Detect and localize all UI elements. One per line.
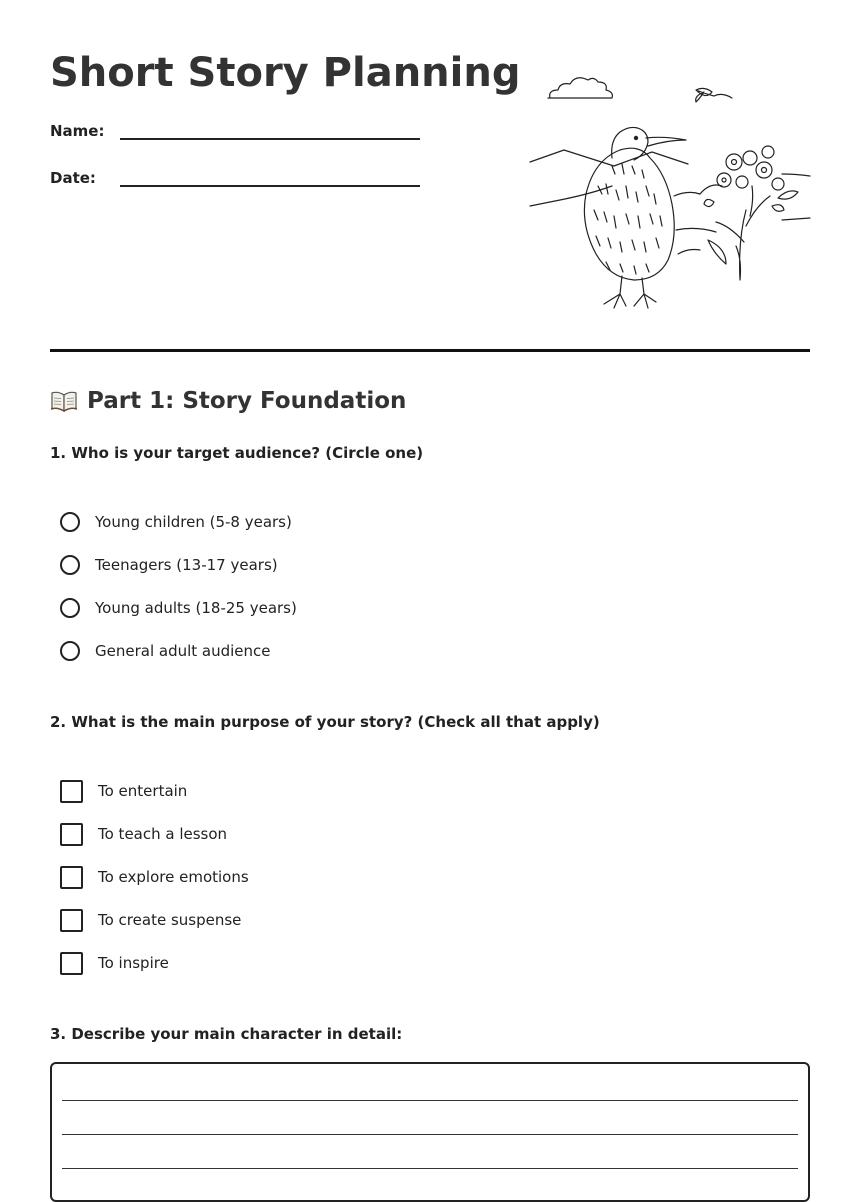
radio-circle[interactable] xyxy=(60,641,80,661)
kiwi-bird-illustration xyxy=(528,66,812,316)
option-label: Young adults (18-25 years) xyxy=(95,599,297,617)
header-divider xyxy=(50,349,810,352)
audience-option-teenagers[interactable] xyxy=(60,553,278,577)
option-label: To entertain xyxy=(98,782,188,800)
audience-option-general-adult[interactable] xyxy=(60,639,271,663)
name-label: Name: xyxy=(50,122,105,140)
option-label: To explore emotions xyxy=(98,868,249,886)
date-line[interactable] xyxy=(120,185,420,187)
purpose-option-entertain[interactable] xyxy=(60,779,187,803)
date-label: Date: xyxy=(50,169,96,187)
leaf-icon xyxy=(696,88,732,102)
shrub-icon xyxy=(716,186,770,280)
audience-option-young-adults[interactable] xyxy=(60,596,297,620)
checkbox[interactable] xyxy=(60,952,83,975)
cloud-icon xyxy=(548,78,612,98)
purpose-option-teach[interactable] xyxy=(60,822,227,846)
question-2: 2. What is the main purpose of your story? (Check all that apply) xyxy=(50,713,600,731)
page-title: Short Story Planning xyxy=(50,50,521,96)
question-1: 1. Who is your target audience? (Circle one) xyxy=(50,444,424,462)
option-label: To inspire xyxy=(98,954,169,972)
question-3: 3. Describe your main character in detail: xyxy=(50,1025,403,1043)
date-field[interactable] xyxy=(50,169,420,199)
part1-heading xyxy=(50,388,406,414)
radio-circle[interactable] xyxy=(60,598,80,618)
checkbox[interactable] xyxy=(60,909,83,932)
option-label: Teenagers (13-17 years) xyxy=(95,556,278,574)
checkbox[interactable] xyxy=(60,780,83,803)
checkbox[interactable] xyxy=(60,823,83,846)
radio-circle[interactable] xyxy=(60,512,80,532)
purpose-option-suspense[interactable] xyxy=(60,908,241,932)
name-line[interactable] xyxy=(120,138,420,140)
checkbox[interactable] xyxy=(60,866,83,889)
character-description-box[interactable] xyxy=(50,1062,810,1202)
kiwi-body xyxy=(584,148,674,280)
option-label: To create suspense xyxy=(98,911,242,929)
purpose-option-inspire[interactable] xyxy=(60,951,169,975)
option-label: General adult audience xyxy=(95,642,271,660)
audience-option-young-children[interactable] xyxy=(60,510,292,534)
open-book-icon xyxy=(50,390,78,412)
radio-circle[interactable] xyxy=(60,555,80,575)
writing-line xyxy=(62,1100,798,1101)
option-label: Young children (5-8 years) xyxy=(95,513,292,531)
writing-line xyxy=(62,1134,798,1135)
writing-line xyxy=(62,1168,798,1169)
purpose-option-emotions[interactable] xyxy=(60,865,249,889)
option-label: To teach a lesson xyxy=(98,825,228,843)
name-field[interactable] xyxy=(50,122,420,152)
part1-heading-text: Part 1: Story Foundation xyxy=(87,388,407,414)
